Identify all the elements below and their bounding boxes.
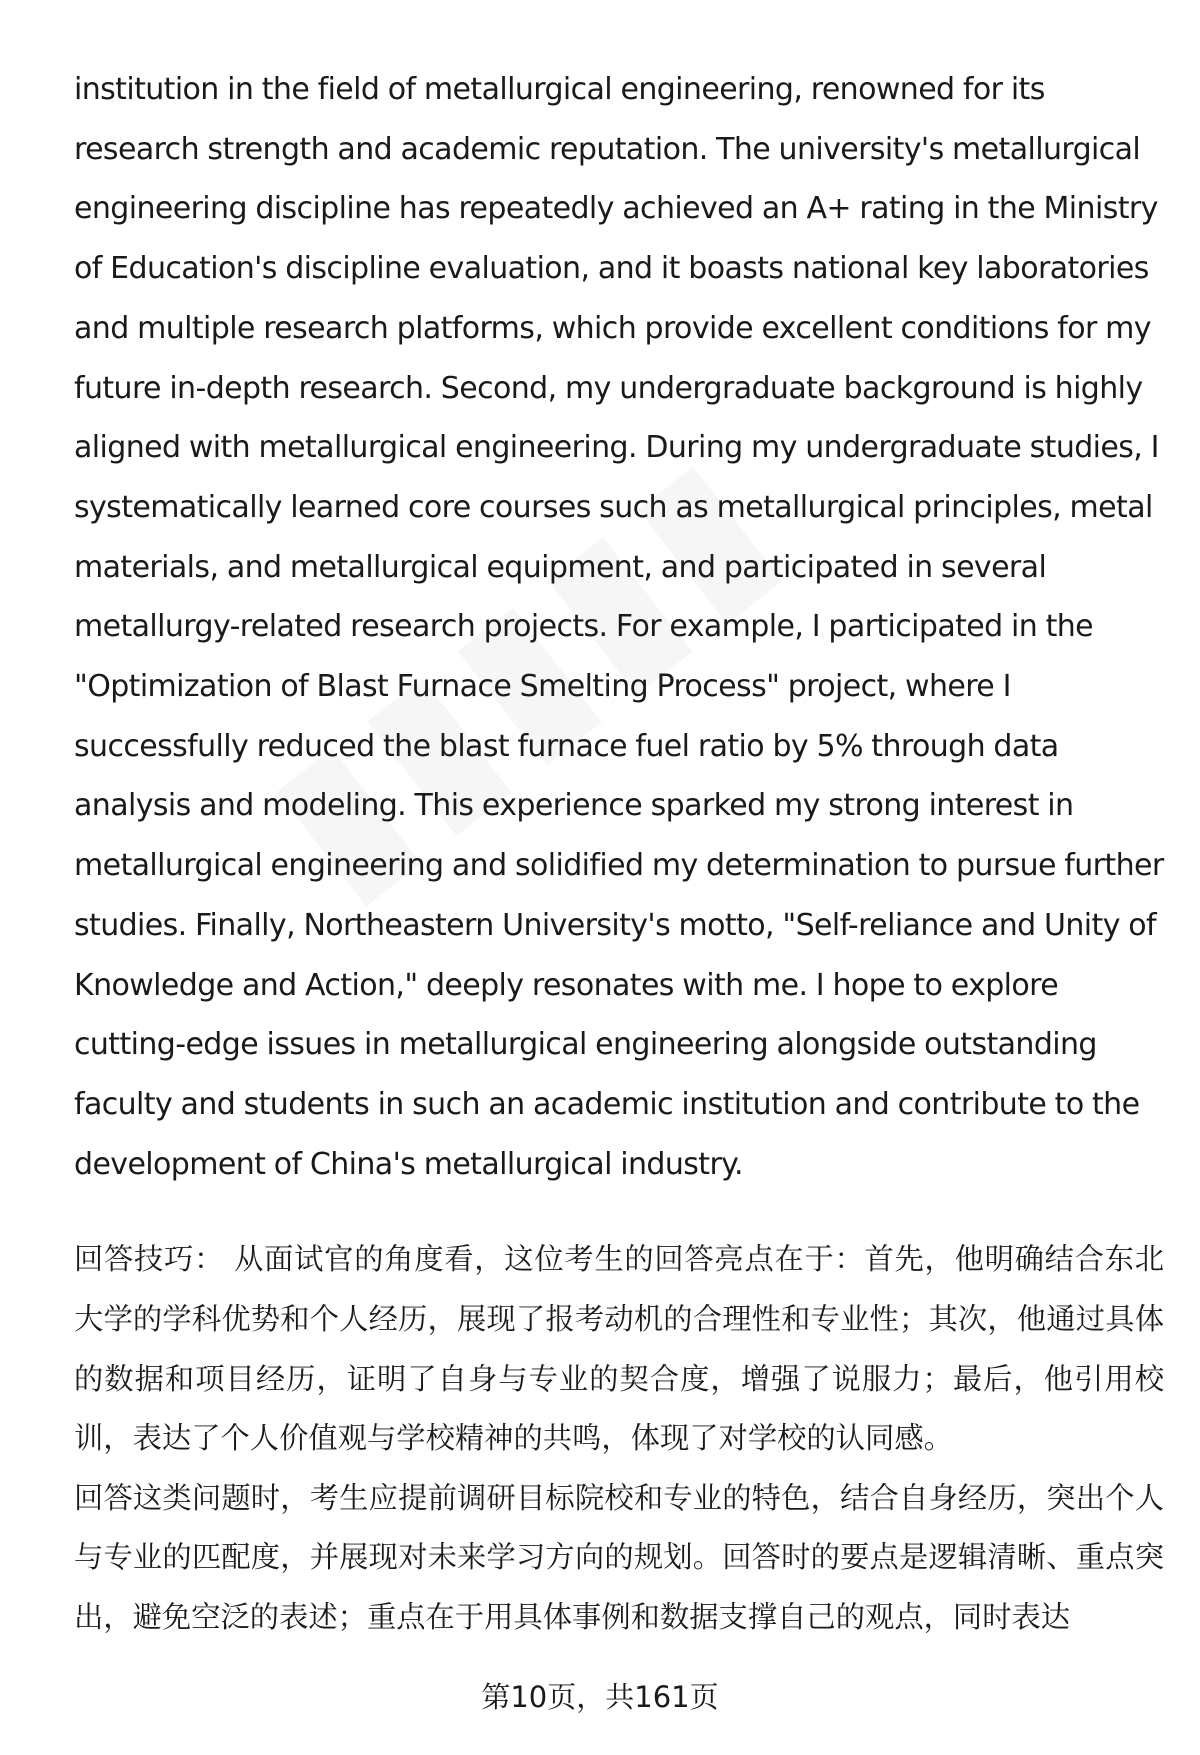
page-number-footer: 第10页，共161页 bbox=[481, 1680, 719, 1714]
answer-tips-paragraph: 回答技巧： 从面试官的角度看，这位考生的回答亮点在于：首先，他明确结合东北大学的学科优势和个人经历，展现了报考动机的合理性和专业性；其次，他通过具体的数据和项目经历，证明了自身与专业的契合度，增强了说服力；最后，他引用校训，表达了个人价值观与学校精神的共鸣，体现了对学校的认同感。 bbox=[74, 1242, 1164, 1456]
page-content bbox=[74, 60, 1164, 1648]
answer-advice-paragraph: 回答这类问题时，考生应提前调研目标院校和专业的特色，结合自身经历，突出个人与专业的匹配度，并展现对未来学习方向的规划。回答时的要点是逻辑清晰、重点突出，避免空泛的表述；重点在于用具体事例和数据支撑自己的观点，同时表达 bbox=[74, 1480, 1164, 1634]
english-answer-paragraph: institution in the field of metallurgical engineering, renowned for its research strength and academic reputation. The university's metallurgical engineering discipline has repeatedly achieved an A+ rating in the Ministry of Education's discipline evaluation, and it boasts national key laboratories and multiple research platforms, which provide excellent conditions for my future in-depth research. Second, my undergraduate background is highly aligned with metallurgical engineering. During my undergraduate studies, I systematically learned core courses such as metallurgical principles, metal materials, and metallurgical equipment, and participated in several metallurgy-related research projects. For example, I participated in the "Optimization of Blast Furnace Smelting Process" project, where I successfully reduced the blast furnace fuel ratio by 5% through data analysis and modeling. This experience sparked my strong interest in metallurgical engineering and solidified my determination to pursue further studies. Finally, Northeastern University's motto, "Self-reliance and Unity of Knowledge and Action," deeply resonates with me. I hope to explore cutting-edge issues in metallurgical engineering alongside outstanding faculty and students in such an academic institution and contribute to the development of China's metallurgical industry. bbox=[74, 72, 1164, 1182]
tips-section bbox=[74, 1230, 1164, 1647]
